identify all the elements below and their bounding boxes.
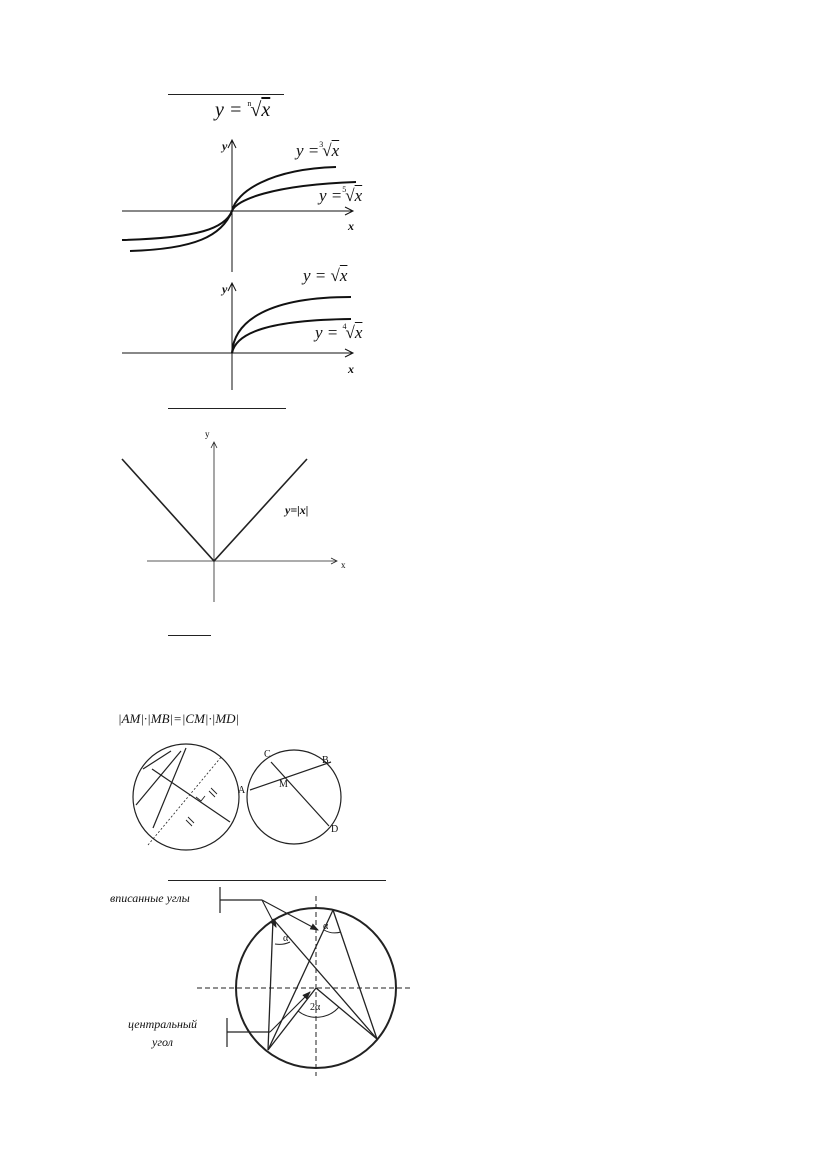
odd-root-x-label: x <box>348 219 354 233</box>
inscribed-angles-label: вписанные углы <box>110 891 190 905</box>
cube-root-label-index: 3 <box>319 140 324 150</box>
sqrt-label-prefix: y = <box>303 266 331 285</box>
point-d-label: D <box>331 824 339 835</box>
two-alpha-label: 2α <box>310 1002 321 1013</box>
sqrt-label-radicand: x <box>339 266 348 285</box>
abs-y-label: y <box>205 429 210 439</box>
even-root-x-label: x <box>348 362 354 376</box>
cube-root-label: y =$^3$√x <box>296 140 340 160</box>
point-c-label: C <box>264 749 271 760</box>
fourth-root-label-radicand: x <box>354 323 363 342</box>
cube-root-label-radicand: x <box>331 141 340 160</box>
cube-root-label-prefix: y = <box>296 141 320 160</box>
point-m-label: M <box>279 779 288 790</box>
fifth-root-label-radicand: x <box>354 186 363 205</box>
sqrt-label: y = √x <box>303 266 348 285</box>
root-formula-prefix: y = <box>215 99 248 121</box>
fifth-root-label-index: 5 <box>342 185 347 195</box>
chord-formula: |AM|·|MB|=|CM|·|MD| <box>118 711 240 726</box>
fourth-root-label-index: 4 <box>342 322 347 332</box>
fourth-root-label-prefix: y = <box>315 323 343 342</box>
abs-function-label: y=|x| <box>285 503 309 517</box>
point-a-label: A <box>238 785 246 796</box>
root-formula-radicand: x <box>261 99 271 121</box>
fifth-root-label-prefix: y = <box>319 186 343 205</box>
odd-root-y-label: y <box>222 139 228 153</box>
abs-x-label: x <box>341 560 346 570</box>
central-arrow <box>270 992 310 1032</box>
central-angle-label-line2: угол <box>152 1035 173 1049</box>
fifth-root-label: y =$^5$√x <box>319 185 363 205</box>
fourth-root-label: y = $^4$√x <box>315 322 363 342</box>
root-formula: y = $^n$√x <box>215 99 271 121</box>
alpha-label-right: α <box>323 921 329 932</box>
inscribed-arrow-2 <box>262 900 318 930</box>
root-formula-index: n <box>247 99 252 109</box>
alpha-label-left: α <box>283 933 289 944</box>
even-root-y-label: y <box>222 282 228 296</box>
central-angle-label-line1: центральный <box>128 1017 198 1031</box>
point-b-label: B <box>322 755 329 766</box>
